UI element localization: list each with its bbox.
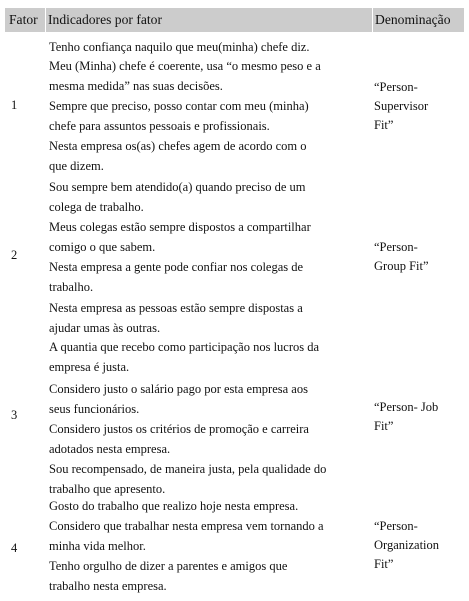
indicator-line: colega de trabalho. — [49, 199, 144, 214]
denominacao-line: “Person- Job — [374, 400, 439, 414]
indicator-line: Meus colegas estão sempre dispostos a compartilhar — [49, 220, 311, 234]
indicator-item — [49, 380, 367, 419]
indicator-line: Gosto do trabalho que realizo hoje nesta empresa. — [49, 499, 299, 513]
denominacao-line: “Person- — [374, 240, 418, 254]
indicator-line: Sou sempre bem atendido(a) quando preciso de um — [49, 180, 306, 194]
factor-number: 4 — [11, 541, 18, 555]
indicator-item — [49, 218, 367, 257]
indicator-line: Nesta empresa as pessoas estão sempre dispostas a — [49, 301, 303, 315]
indicator-item — [49, 97, 367, 136]
indicator-line: Considero que trabalhar nesta empresa vem tornando a — [49, 519, 324, 533]
denominacao-cell — [374, 238, 464, 276]
indicator-line: Nesta empresa a gente pode confiar nos colegas de — [49, 260, 304, 274]
indicator-line: trabalho nesta empresa. — [49, 578, 167, 593]
indicator-line: seus funcionários. — [49, 401, 140, 416]
indicator-line: adotados nesta empresa. — [49, 441, 171, 456]
indicator-item — [49, 338, 367, 377]
denominacao-line: “Person- — [374, 80, 418, 94]
indicator-item — [49, 557, 367, 596]
indicator-line: trabalho. — [49, 279, 94, 294]
indicator-item — [49, 137, 367, 176]
indicator-item — [49, 178, 367, 217]
indicator-line: Sou recompensado, de maneira justa, pela qualidade do — [49, 462, 327, 476]
denominacao-line: Group Fit” — [374, 259, 429, 273]
factor-number: 3 — [11, 408, 18, 422]
header-divider — [372, 8, 373, 32]
indicator-line: empresa é justa. — [49, 359, 130, 374]
indicator-item — [49, 420, 367, 459]
header-divider — [45, 8, 46, 32]
indicator-item — [49, 57, 367, 96]
denominacao-line: “Person- — [374, 519, 418, 533]
denominacao-cell — [374, 78, 464, 135]
indicator-line: minha vida melhor. — [49, 538, 146, 553]
denominacao-cell — [374, 398, 464, 436]
indicator-item — [49, 299, 367, 338]
indicator-line: Considero justos os critérios de promoção e carreira — [49, 422, 309, 436]
indicator-line: Sempre que preciso, posso contar com meu (minha) — [49, 99, 309, 113]
indicator-line: chefe para assuntos pessoais e profissionais. — [49, 118, 270, 133]
factor-number: 1 — [11, 98, 18, 112]
indicator-line: Tenho confiança naquilo que meu(minha) chefe diz. — [49, 40, 310, 54]
indicator-line: Considero justo o salário pago por esta empresa aos — [49, 382, 308, 396]
indicator-line: A quantia que recebo como participação nos lucros da — [49, 340, 320, 354]
indicator-line: trabalho que apresento. — [49, 481, 166, 496]
denominacao-cell — [374, 517, 464, 574]
indicator-item — [49, 497, 367, 517]
denominacao-line: Fit” — [374, 118, 394, 132]
indicator-line: mesma medida” nas suas decisões. — [49, 78, 223, 93]
denominacao-line: Fit” — [374, 557, 394, 571]
indicator-line: comigo o que sabem. — [49, 239, 156, 254]
indicator-line: Meu (Minha) chefe é coerente, usa “o mesmo peso e a — [49, 59, 321, 73]
indicator-line: que dizem. — [49, 158, 104, 173]
header-indicadores: Indicadores por fator — [48, 12, 162, 27]
indicator-item — [49, 38, 367, 58]
indicator-item — [49, 258, 367, 297]
table-header — [5, 8, 464, 32]
indicator-item — [49, 460, 367, 499]
denominacao-line: Supervisor — [374, 99, 429, 113]
indicator-line: Tenho orgulho de dizer a parentes e amigos que — [49, 559, 288, 573]
denominacao-line: Organization — [374, 538, 440, 552]
indicator-item — [49, 517, 367, 556]
header-denominacao: Denominação — [375, 12, 451, 27]
header-fator: Fator — [9, 12, 38, 27]
indicator-line: ajudar umas às outras. — [49, 320, 161, 335]
factor-number: 2 — [11, 248, 18, 262]
indicator-line: Nesta empresa os(as) chefes agem de acordo com o — [49, 139, 307, 153]
denominacao-line: Fit” — [374, 419, 394, 433]
